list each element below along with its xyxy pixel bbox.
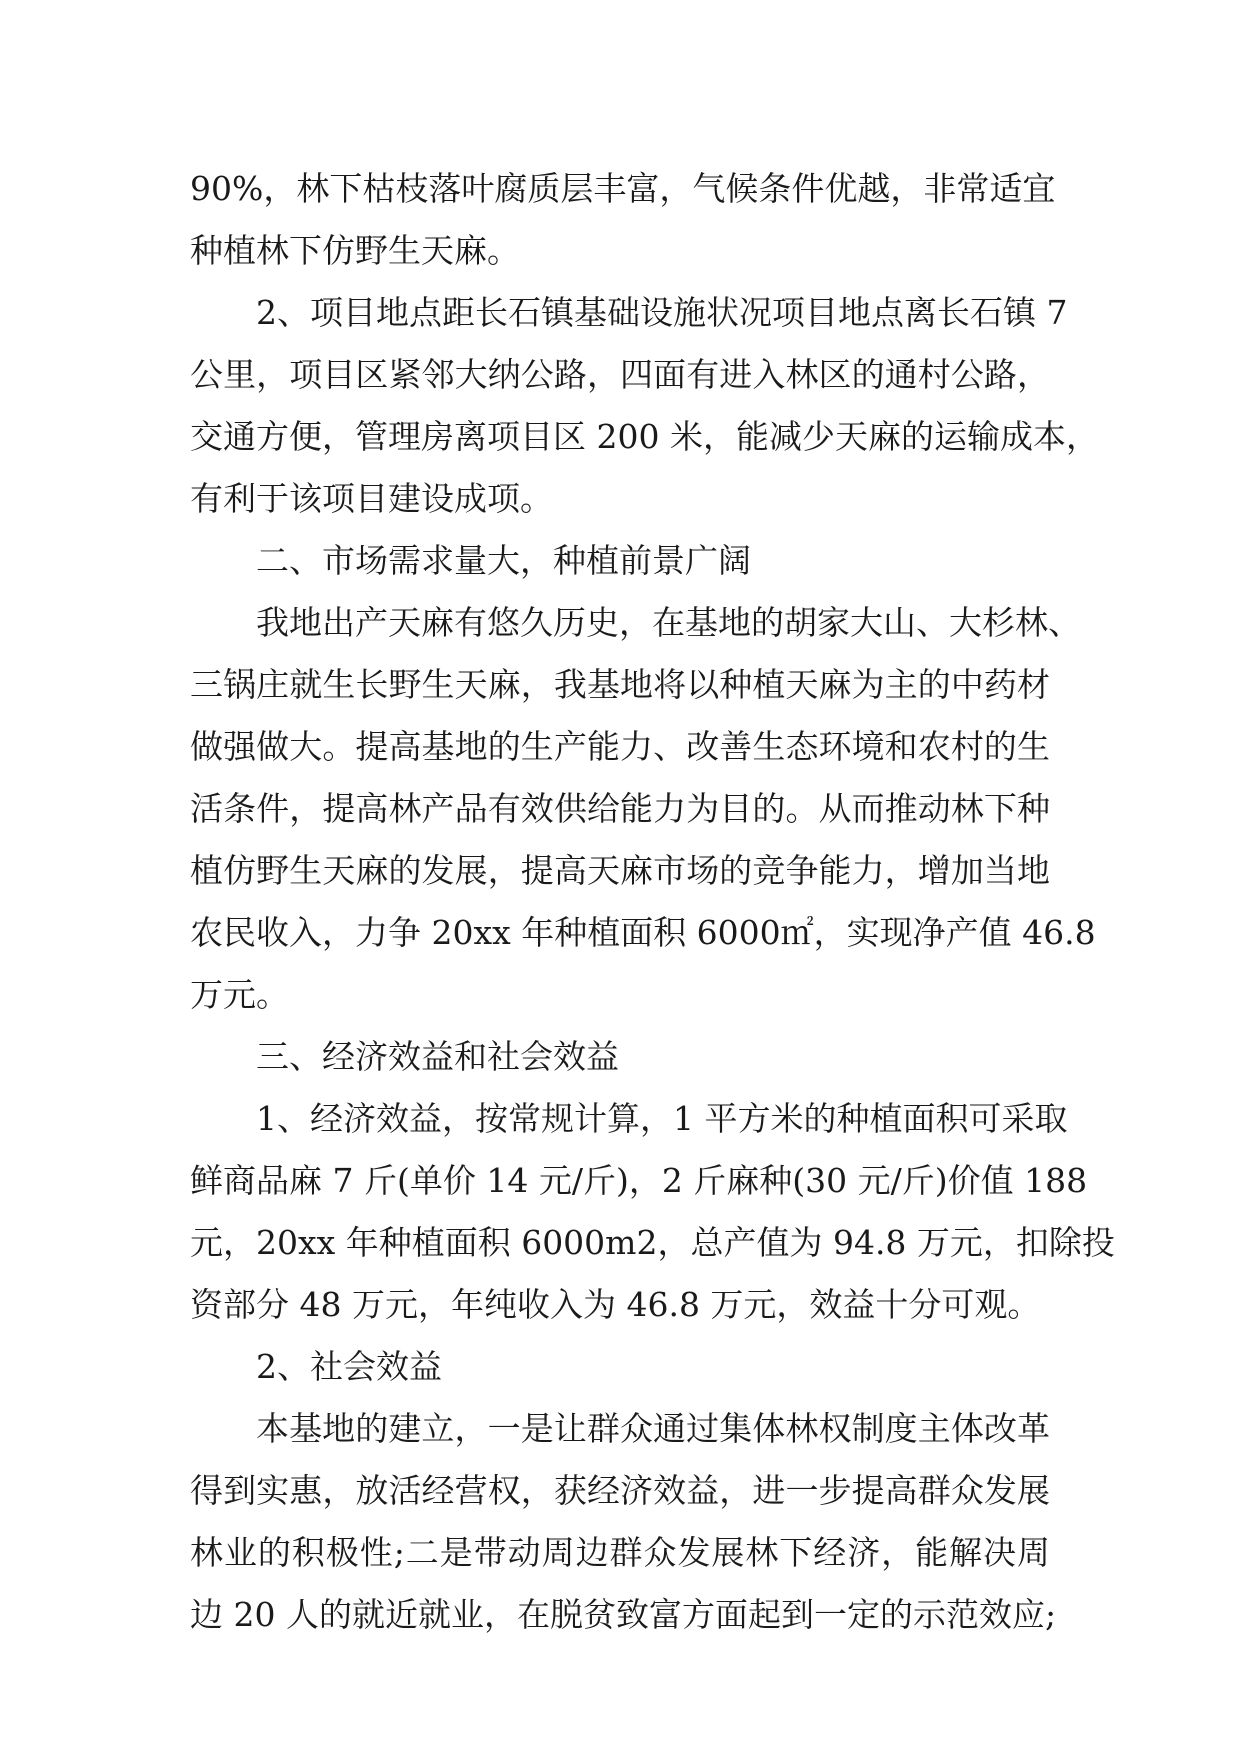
text-line: 鲜商品麻 7 斤(单价 14 元/斤)，2 斤麻种(30 元/斤)价值 188 xyxy=(190,1161,1088,1200)
text-line: 种植林下仿野生天麻。 xyxy=(190,231,520,270)
text-line: 农民收入，力争 20xx 年种植面积 6000㎡，实现净产值 46.8 xyxy=(190,913,1096,952)
subsection-heading: 2、社会效益 xyxy=(256,1347,442,1386)
text-line: 活条件，提高林产品有效供给能力为目的。从而推动林下种 xyxy=(190,789,1050,828)
text-line: 2、项目地点距长石镇基础设施状况项目地点离长石镇 7 xyxy=(256,293,1068,332)
text-line: 资部分 48 万元，年纯收入为 46.8 万元，效益十分可观。 xyxy=(190,1285,1041,1324)
text-line: 90%，林下枯枝落叶腐质层丰富，气候条件优越，非常适宜 xyxy=(190,169,1056,208)
text-line: 边 20 人的就近就业，在脱贫致富方面起到一定的示范效应; xyxy=(190,1595,1057,1634)
text-line: 交通方便，管理房离项目区 200 米，能减少天麻的运输成本， xyxy=(190,417,1099,456)
section-heading: 三、经济效益和社会效益 xyxy=(256,1037,619,1076)
text-line: 万元。 xyxy=(190,975,289,1014)
text-line: 我地出产天麻有悠久历史，在基地的胡家大山、大杉林、 xyxy=(256,603,1081,642)
section-heading: 二、市场需求量大，种植前景广阔 xyxy=(256,541,751,580)
text-line: 林业的积极性;二是带动周边群众发展林下经济，能解决周 xyxy=(190,1533,1050,1572)
text-line: 做强做大。提高基地的生产能力、改善生态环境和农村的生 xyxy=(190,727,1050,766)
text-line: 1、经济效益，按常规计算，1 平方米的种植面积可采取 xyxy=(256,1099,1068,1138)
text-line: 有利于该项目建设成项。 xyxy=(190,479,553,518)
text-line: 得到实惠，放活经营权，获经济效益，进一步提高群众发展 xyxy=(190,1471,1050,1510)
text-line: 本基地的建立，一是让群众通过集体林权制度主体改革 xyxy=(256,1409,1050,1448)
text-line: 植仿野生天麻的发展，提高天麻市场的竞争能力，增加当地 xyxy=(190,851,1050,890)
text-line: 三锅庄就生长野生天麻，我基地将以种植天麻为主的中药材 xyxy=(190,665,1050,704)
text-line: 元，20xx 年种植面积 6000m2，总产值为 94.8 万元，扣除投 xyxy=(190,1223,1115,1262)
document-body xyxy=(190,158,1115,1646)
text-line: 公里，项目区紧邻大纳公路，四面有进入林区的通村公路， xyxy=(190,355,1050,394)
